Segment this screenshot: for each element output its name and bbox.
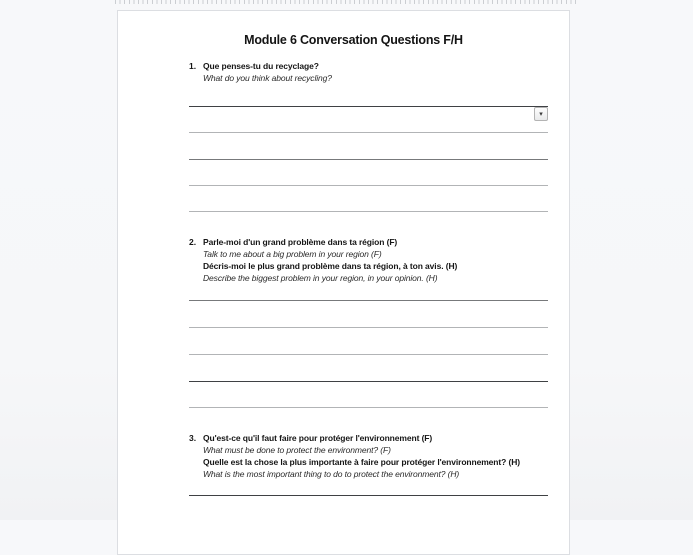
question-1 [189,60,545,84]
answer-line [189,159,548,160]
question-2-prompts [203,236,545,284]
document-page [117,10,570,555]
question-2-prompt-french-h: Décris-moi le plus grand problème dans ta région, à ton avis. (H) [203,261,458,271]
answer-line [189,132,548,133]
answer-line [189,495,548,496]
question-2-prompt-french-f: Parle-moi d'un grand problème dans ta région (F) [203,237,398,247]
question-3 [189,432,545,480]
page-title: Module 6 Conversation Questions F/H [244,33,463,47]
ruler-ticks [115,0,577,4]
question-1-prompt-english: What do you think about recycling? [203,73,332,83]
chevron-down-icon: ▾ [539,110,543,118]
question-3-prompts [203,432,545,480]
answer-line [189,327,548,328]
dropdown-button[interactable] [534,107,548,121]
question-1-number: 1. [189,61,197,71]
question-3-number: 3. [189,433,197,443]
question-2-prompt-english-f: Talk to me about a big problem in your region (F) [203,249,382,259]
question-3-prompt-english-f: What must be done to protect the environment? (F) [203,445,391,455]
answer-line [189,354,548,355]
answer-line [189,185,548,186]
question-2-prompt-english-h: Describe the biggest problem in your region, in your opinion. (H) [203,273,438,283]
answer-line [189,106,548,107]
answer-line [189,211,548,212]
question-1-prompt-french: Que penses-tu du recyclage? [203,61,319,71]
question-2-number: 2. [189,237,197,247]
question-3-prompt-english-h: What is the most important thing to do to protect the environment? (H) [203,469,460,479]
answer-line [189,300,548,301]
question-3-prompt-french-f: Qu'est-ce qu'il faut faire pour protéger l'environnement (F) [203,433,433,443]
answer-line [189,381,548,382]
answer-line [189,407,548,408]
question-3-prompt-french-h: Quelle est la chose la plus importante à faire pour protéger l'environnement? (H) [203,457,520,467]
question-2 [189,236,545,284]
question-1-prompts [203,60,545,84]
